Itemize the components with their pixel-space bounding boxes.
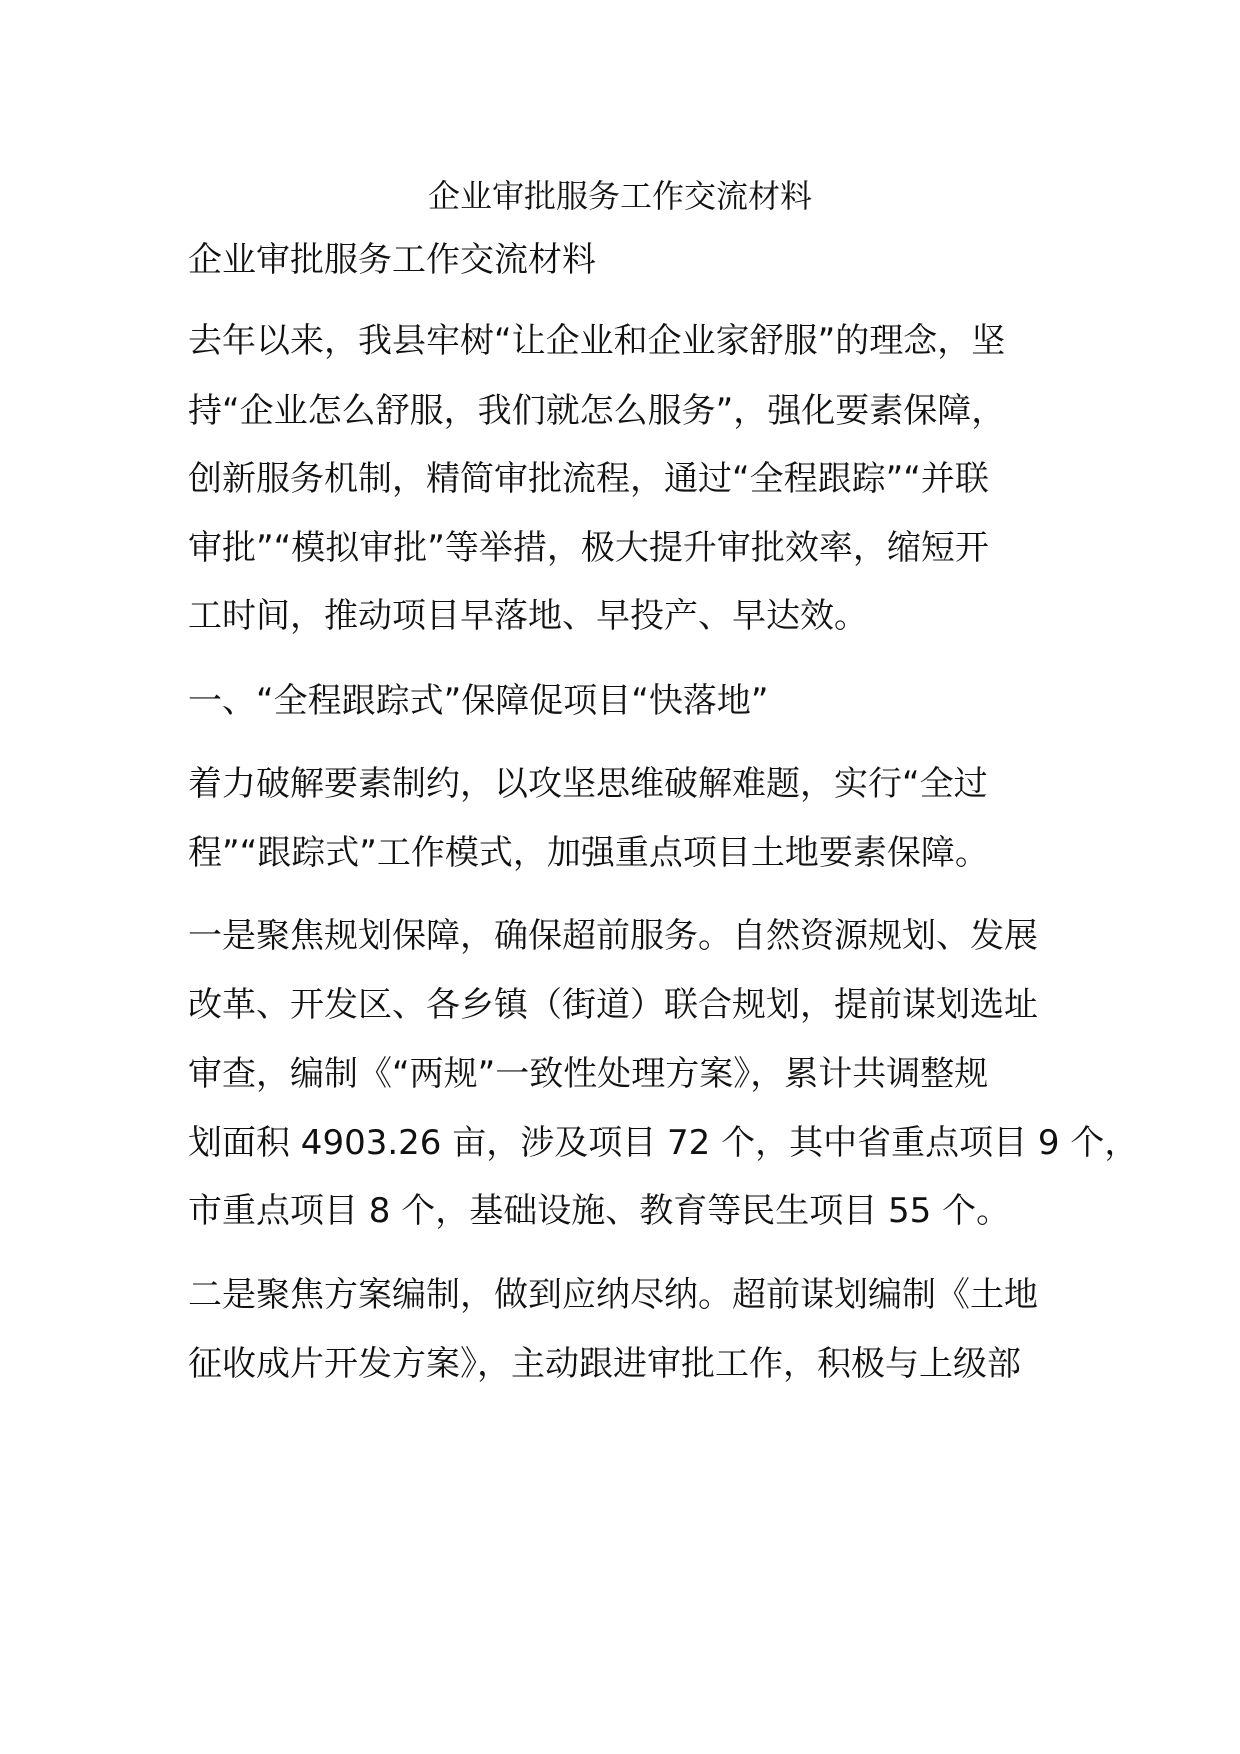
paragraph-line: 市重点项目 8 个，基础设施、教育等民生项目 55 个。 (188, 1191, 1011, 1231)
paragraph-line: 改革、开发区、各乡镇（街道）联合规划，提前谋划选址 (188, 985, 1038, 1025)
paragraph-line: 二是聚焦方案编制，做到应纳尽纳。超前谋划编制《土地 (188, 1275, 1038, 1315)
paragraph-line: 着力破解要素制约，以攻坚思维破解难题，实行“全过 (188, 764, 988, 804)
paragraph-line: 创新服务机制，精简审批流程，通过“全程跟踪”“并联 (188, 459, 989, 499)
subtitle-line: 企业审批服务工作交流材料 (188, 240, 596, 280)
paragraph-line: 程”“跟踪式”工作模式，加强重点项目土地要素保障。 (188, 833, 989, 873)
document-title: 企业审批服务工作交流材料 (427, 177, 812, 215)
paragraph-line: 去年以来，我县牢树“让企业和企业家舒服”的理念，坚 (188, 321, 1006, 361)
paragraph-line: 划面积 4903.26 亩，涉及项目 72 个，其中省重点项目 9 个， (188, 1123, 1139, 1163)
paragraph-line: 征收成片开发方案》，主动跟进审批工作，积极与上级部 (188, 1344, 1021, 1384)
paragraph-line: 持“企业怎么舒服，我们就怎么服务”，强化要素保障， (188, 391, 1006, 431)
paragraph-line: 工时间，推动项目早落地、早投产、早达效。 (188, 596, 868, 636)
paragraph-line: 一是聚焦规划保障，确保超前服务。自然资源规划、发展 (188, 916, 1038, 956)
paragraph-line: 审批”“模拟审批”等举措，极大提升审批效率，缩短开 (188, 528, 989, 568)
section-heading: 一、“全程跟踪式”保障促项目“快落地” (188, 681, 769, 721)
paragraph-line: 审查，编制《“两规”一致性处理方案》，累计共调整规 (188, 1054, 989, 1094)
